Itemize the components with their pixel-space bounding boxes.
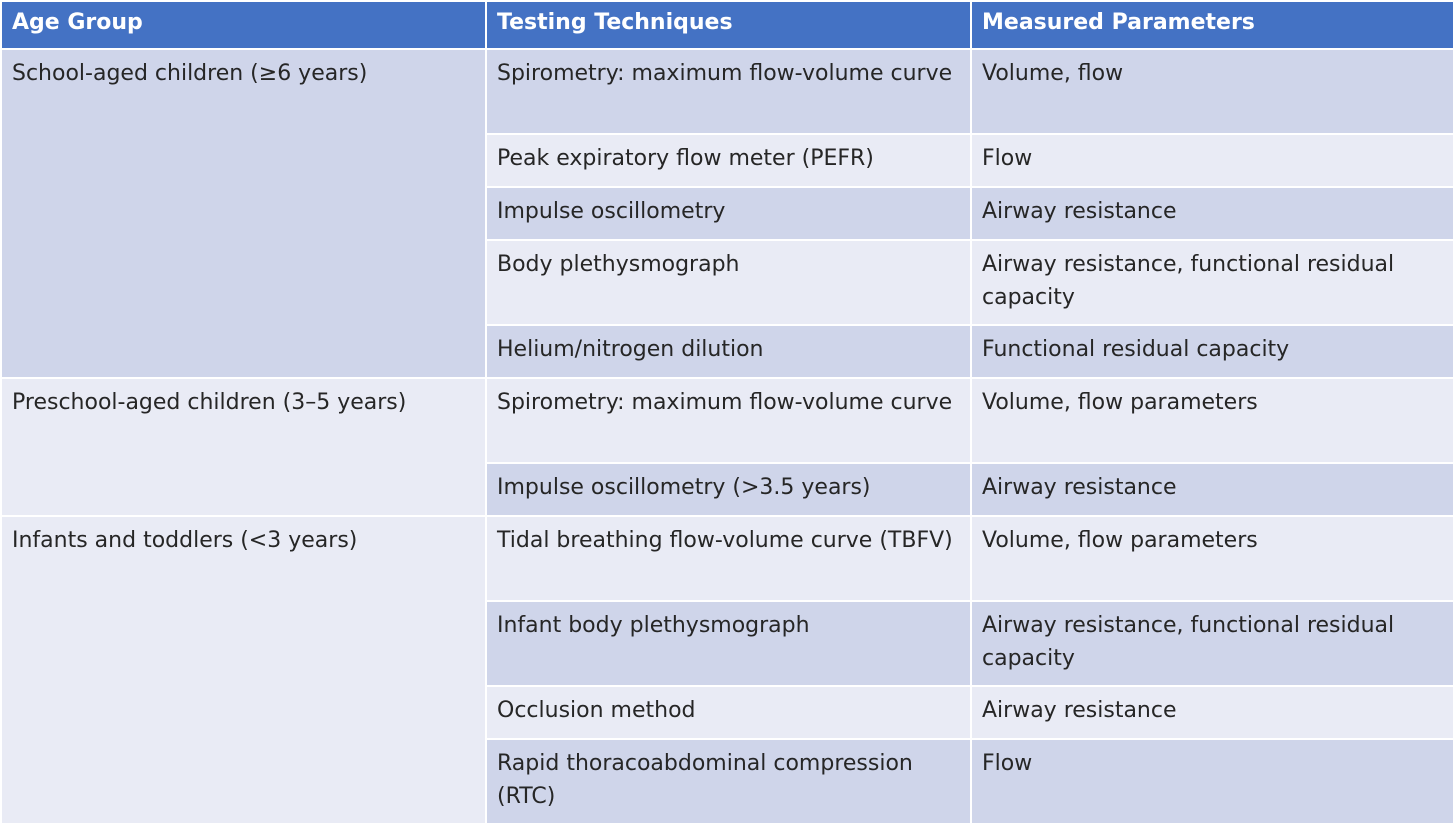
parameters-cell: Volume, flow parameters <box>971 378 1453 463</box>
technique-cell: Tidal breathing flow-volume curve (TBFV) <box>486 516 971 601</box>
age-group-cell: Preschool-aged children (3–5 years) <box>1 378 486 516</box>
header-measured-parameters: Measured Parameters <box>971 1 1453 49</box>
technique-cell: Peak expiratory flow meter (PEFR) <box>486 134 971 187</box>
table-row <box>1 49 1453 134</box>
table-row <box>1 378 1453 463</box>
technique-cell: Infant body plethysmograph <box>486 601 971 686</box>
technique-cell: Helium/nitrogen dilution <box>486 325 971 378</box>
technique-cell: Spirometry: maximum flow-volume curve <box>486 378 971 463</box>
parameters-cell: Volume, flow <box>971 49 1453 134</box>
parameters-cell: Flow <box>971 134 1453 187</box>
parameters-cell: Airway resistance <box>971 463 1453 516</box>
technique-cell: Occlusion method <box>486 686 971 739</box>
header-age-group: Age Group <box>1 1 486 49</box>
header-row <box>1 1 1453 49</box>
parameters-cell: Airway resistance, functional residual capacity <box>971 240 1453 325</box>
technique-cell: Rapid thoracoabdominal compression (RTC) <box>486 739 971 824</box>
technique-cell: Impulse oscillometry <box>486 187 971 240</box>
parameters-cell: Airway resistance <box>971 187 1453 240</box>
parameters-cell: Functional residual capacity <box>971 325 1453 378</box>
table-row <box>1 516 1453 601</box>
parameters-cell: Flow <box>971 739 1453 824</box>
technique-cell: Body plethysmograph <box>486 240 971 325</box>
technique-cell: Spirometry: maximum flow-volume curve <box>486 49 971 134</box>
parameters-cell: Volume, flow parameters <box>971 516 1453 601</box>
technique-cell: Impulse oscillometry (>3.5 years) <box>486 463 971 516</box>
age-group-cell: School-aged children (≥6 years) <box>1 49 486 378</box>
age-group-cell: Infants and toddlers (<3 years) <box>1 516 486 824</box>
parameters-cell: Airway resistance, functional residual capacity <box>971 601 1453 686</box>
header-testing-techniques: Testing Techniques <box>486 1 971 49</box>
parameters-cell: Airway resistance <box>971 686 1453 739</box>
